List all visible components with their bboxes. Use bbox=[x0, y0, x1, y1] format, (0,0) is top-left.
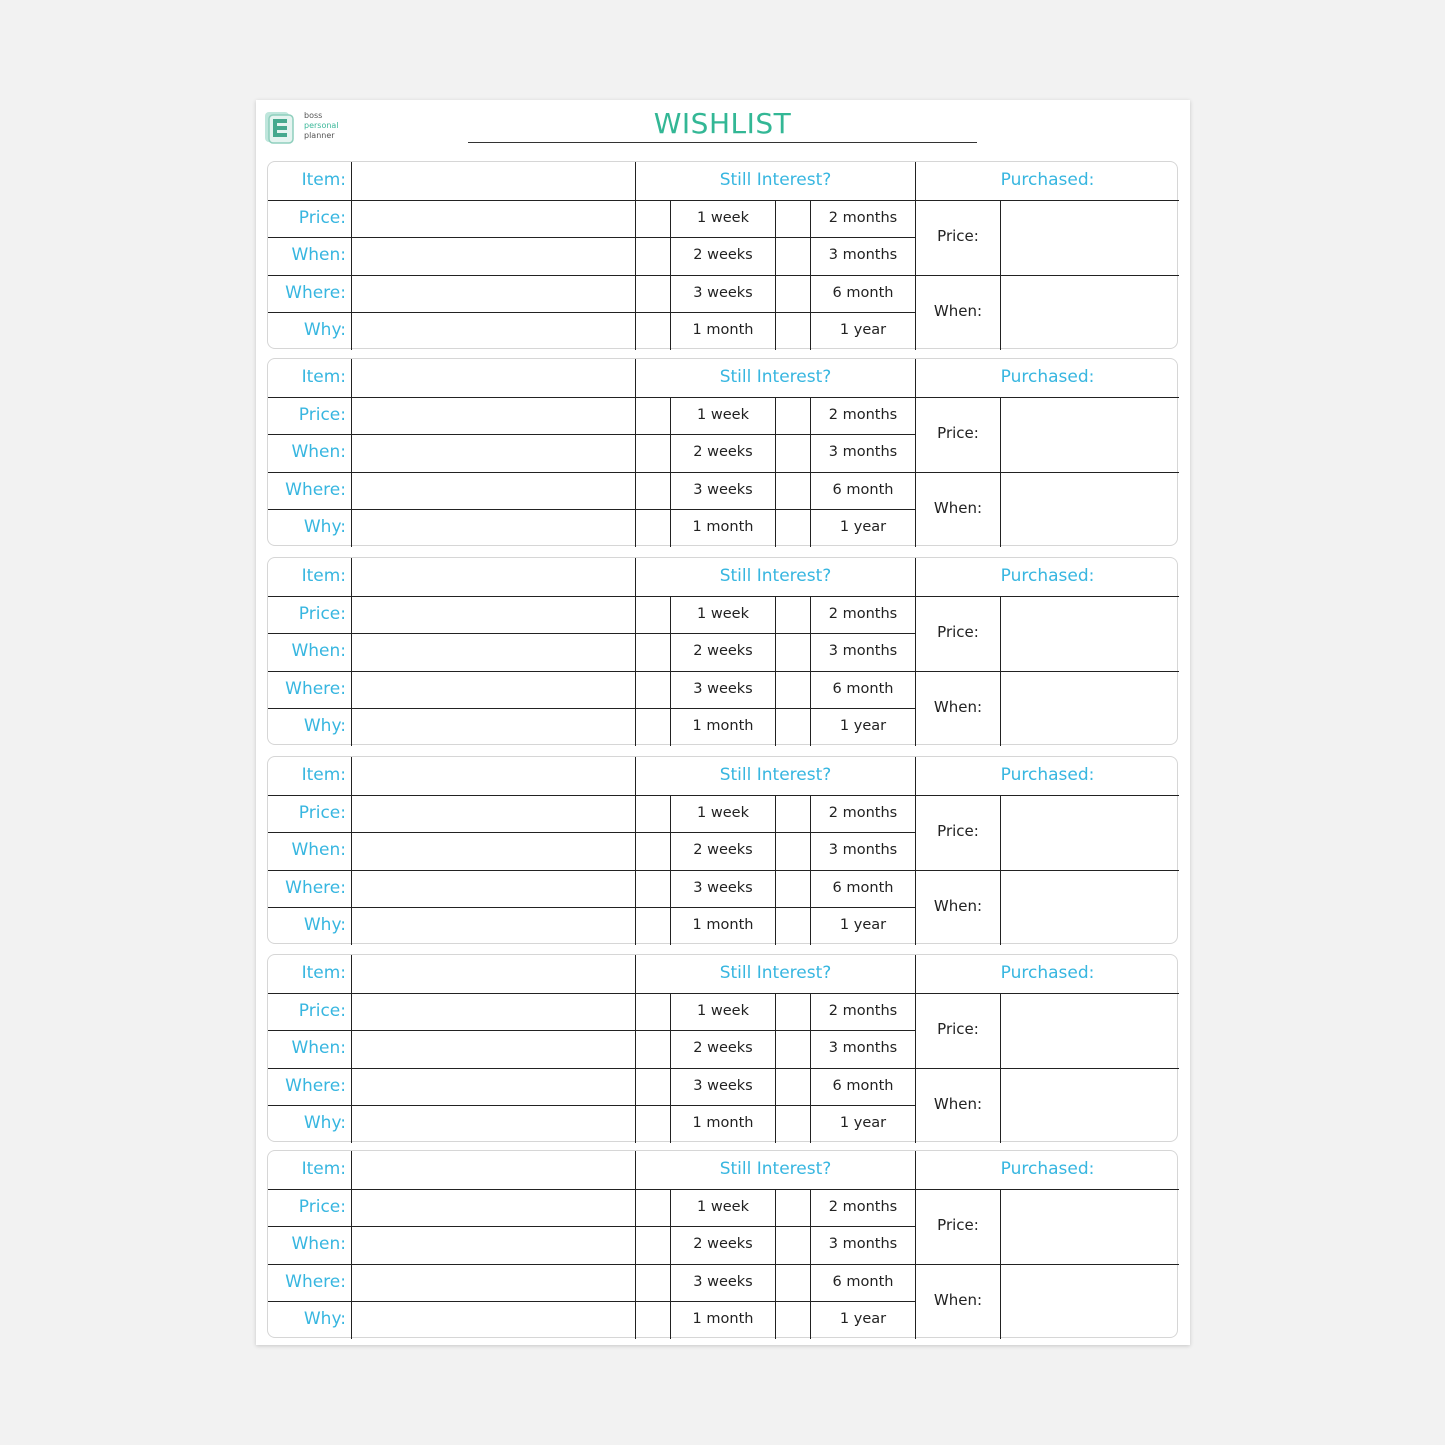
col-divider bbox=[351, 1151, 352, 1339]
label-why: Why: bbox=[303, 1309, 346, 1330]
option-label: 1 month bbox=[692, 718, 754, 735]
why-field[interactable] bbox=[353, 1106, 634, 1142]
option-label: 1 week bbox=[697, 804, 749, 821]
option-label: 1 week bbox=[697, 1198, 749, 1215]
wishlist-entry-6 bbox=[267, 1150, 1178, 1338]
purchased-when-label: When: bbox=[933, 302, 983, 321]
option-label: 2 weeks bbox=[693, 444, 753, 461]
option-label: 6 month bbox=[832, 481, 894, 498]
label-where: Where: bbox=[285, 877, 346, 898]
col-divider bbox=[775, 200, 776, 350]
page-title: WISHLIST bbox=[468, 106, 977, 143]
wishlist-entry-2 bbox=[267, 358, 1178, 546]
col-divider bbox=[1000, 397, 1001, 547]
when-field[interactable] bbox=[353, 634, 634, 670]
checkbox-1-month[interactable] bbox=[637, 313, 669, 349]
when-field[interactable] bbox=[353, 435, 634, 471]
option-label: 1 month bbox=[692, 322, 754, 339]
checkbox-2-months[interactable] bbox=[777, 597, 809, 633]
option-label: 1 month bbox=[692, 1311, 754, 1328]
option-label: 1 month bbox=[692, 1115, 754, 1132]
col-divider bbox=[775, 1189, 776, 1339]
checkbox-6-month[interactable] bbox=[777, 1069, 809, 1105]
brand-wordmark bbox=[304, 111, 339, 141]
checkbox-1-month[interactable] bbox=[637, 510, 669, 546]
still-interest-header: Still Interest? bbox=[719, 170, 832, 190]
when-field[interactable] bbox=[353, 238, 634, 274]
option-label: 1 year bbox=[839, 322, 887, 339]
label-why: Why: bbox=[303, 1113, 346, 1134]
checkbox-1-year[interactable] bbox=[777, 709, 809, 745]
checkbox-2-months[interactable] bbox=[777, 994, 809, 1030]
checkbox-1-month[interactable] bbox=[637, 1106, 669, 1142]
option-label: 3 months bbox=[828, 1040, 898, 1057]
col-divider bbox=[1000, 993, 1001, 1143]
still-interest-header: Still Interest? bbox=[719, 367, 832, 387]
still-interest-header: Still Interest? bbox=[719, 566, 832, 586]
purchased-price-field[interactable] bbox=[1002, 994, 1178, 1067]
option-label: 1 year bbox=[839, 1311, 887, 1328]
col-divider bbox=[775, 397, 776, 547]
option-label: 2 weeks bbox=[693, 1236, 753, 1253]
checkbox-2-months[interactable] bbox=[777, 796, 809, 832]
purchased-when-field[interactable] bbox=[1002, 672, 1178, 745]
option-label: 3 weeks bbox=[693, 284, 753, 301]
option-label: 3 weeks bbox=[693, 481, 753, 498]
option-label: 2 months bbox=[828, 1002, 898, 1019]
label-item: Item: bbox=[301, 566, 346, 586]
price-field[interactable] bbox=[353, 398, 634, 434]
checkbox-3-months[interactable] bbox=[777, 634, 809, 670]
label-item: Item: bbox=[301, 1159, 346, 1179]
checkbox-2-weeks[interactable] bbox=[637, 1031, 669, 1067]
option-label: 2 weeks bbox=[693, 1040, 753, 1057]
when-field[interactable] bbox=[353, 1031, 634, 1067]
label-when: When: bbox=[291, 641, 346, 662]
why-field[interactable] bbox=[353, 313, 634, 349]
col-divider bbox=[635, 558, 636, 746]
label-why: Why: bbox=[303, 716, 346, 737]
label-where: Where: bbox=[285, 1075, 346, 1096]
label-when: When: bbox=[291, 245, 346, 266]
purchased-header: Purchased: bbox=[1000, 566, 1095, 586]
option-label: 3 months bbox=[828, 247, 898, 264]
brand-logo bbox=[264, 110, 364, 146]
label-where: Where: bbox=[285, 282, 346, 303]
still-interest-header: Still Interest? bbox=[719, 963, 832, 983]
where-field[interactable] bbox=[353, 473, 634, 509]
option-label: 3 months bbox=[828, 1236, 898, 1253]
option-label: 2 months bbox=[828, 209, 898, 226]
option-label: 1 year bbox=[839, 519, 887, 536]
option-label: 1 week bbox=[697, 209, 749, 226]
label-price: Price: bbox=[298, 603, 346, 624]
label-price: Price: bbox=[298, 207, 346, 228]
option-label: 3 weeks bbox=[693, 879, 753, 896]
option-label: 2 months bbox=[828, 406, 898, 423]
label-item: Item: bbox=[301, 170, 346, 190]
purchased-when-field[interactable] bbox=[1002, 1265, 1178, 1338]
why-field[interactable] bbox=[353, 709, 634, 745]
option-label: 2 months bbox=[828, 1198, 898, 1215]
checkbox-3-weeks[interactable] bbox=[637, 1069, 669, 1105]
col-divider bbox=[1000, 795, 1001, 945]
purchased-when-field[interactable] bbox=[1002, 276, 1178, 349]
checkbox-6-month[interactable] bbox=[777, 276, 809, 312]
checkbox-1-year[interactable] bbox=[777, 1106, 809, 1142]
option-label: 1 week bbox=[697, 1002, 749, 1019]
option-label: 3 weeks bbox=[693, 1273, 753, 1290]
checkbox-2-weeks[interactable] bbox=[637, 238, 669, 274]
label-when: When: bbox=[291, 1234, 346, 1255]
why-field[interactable] bbox=[353, 510, 634, 546]
option-label: 1 year bbox=[839, 917, 887, 934]
label-where: Where: bbox=[285, 479, 346, 500]
option-label: 1 week bbox=[697, 406, 749, 423]
option-label: 6 month bbox=[832, 680, 894, 697]
wishlist-entry-1 bbox=[267, 161, 1178, 349]
col-divider bbox=[635, 162, 636, 350]
purchased-header: Purchased: bbox=[1000, 367, 1095, 387]
option-label: 2 months bbox=[828, 804, 898, 821]
brand-line-3: planner bbox=[304, 131, 335, 140]
checkbox-1-week[interactable] bbox=[637, 201, 669, 237]
label-why: Why: bbox=[303, 915, 346, 936]
when-field[interactable] bbox=[353, 1227, 634, 1263]
price-field[interactable] bbox=[353, 1190, 634, 1226]
purchased-header: Purchased: bbox=[1000, 170, 1095, 190]
checkbox-3-months[interactable] bbox=[777, 238, 809, 274]
col-divider bbox=[635, 1151, 636, 1339]
label-when: When: bbox=[291, 1038, 346, 1059]
option-label: 3 weeks bbox=[693, 1077, 753, 1094]
purchased-price-label: Price: bbox=[937, 1216, 979, 1235]
col-divider bbox=[635, 955, 636, 1143]
price-field[interactable] bbox=[353, 597, 634, 633]
label-why: Why: bbox=[303, 517, 346, 538]
col-divider bbox=[1000, 1189, 1001, 1339]
planner-logo-icon bbox=[264, 110, 298, 144]
checkbox-1-week[interactable] bbox=[637, 1190, 669, 1226]
item-field[interactable] bbox=[353, 1152, 634, 1188]
col-divider bbox=[351, 558, 352, 746]
col-divider bbox=[775, 993, 776, 1143]
col-divider bbox=[775, 795, 776, 945]
purchased-header: Purchased: bbox=[1000, 963, 1095, 983]
price-field[interactable] bbox=[353, 796, 634, 832]
brand-line-1: boss bbox=[304, 111, 323, 120]
col-divider bbox=[915, 558, 916, 746]
where-field[interactable] bbox=[353, 1069, 634, 1105]
option-label: 1 week bbox=[697, 605, 749, 622]
checkbox-2-months[interactable] bbox=[777, 398, 809, 434]
option-label: 3 weeks bbox=[693, 680, 753, 697]
col-divider bbox=[775, 596, 776, 746]
label-price: Price: bbox=[298, 1196, 346, 1217]
checkbox-1-year[interactable] bbox=[777, 1302, 809, 1338]
option-label: 3 months bbox=[828, 643, 898, 660]
checkbox-1-month[interactable] bbox=[637, 1302, 669, 1338]
option-label: 3 months bbox=[828, 842, 898, 859]
item-field[interactable] bbox=[353, 956, 634, 992]
where-field[interactable] bbox=[353, 276, 634, 312]
col-divider bbox=[351, 162, 352, 350]
checkbox-6-month[interactable] bbox=[777, 473, 809, 509]
checkbox-1-month[interactable] bbox=[637, 908, 669, 944]
checkbox-3-weeks[interactable] bbox=[637, 1265, 669, 1301]
where-field[interactable] bbox=[353, 1265, 634, 1301]
checkbox-3-weeks[interactable] bbox=[637, 672, 669, 708]
purchased-when-label: When: bbox=[933, 499, 983, 518]
purchased-when-label: When: bbox=[933, 1095, 983, 1114]
col-divider bbox=[635, 757, 636, 945]
where-field[interactable] bbox=[353, 871, 634, 907]
option-label: 6 month bbox=[832, 1273, 894, 1290]
why-field[interactable] bbox=[353, 1302, 634, 1338]
checkbox-1-week[interactable] bbox=[637, 994, 669, 1030]
purchased-when-label: When: bbox=[933, 698, 983, 717]
checkbox-3-months[interactable] bbox=[777, 833, 809, 869]
label-where: Where: bbox=[285, 678, 346, 699]
purchased-when-label: When: bbox=[933, 1291, 983, 1310]
col-divider bbox=[915, 1151, 916, 1339]
brand-line-2: personal bbox=[304, 121, 339, 130]
checkbox-1-year[interactable] bbox=[777, 908, 809, 944]
still-interest-header: Still Interest? bbox=[719, 1159, 832, 1179]
option-label: 6 month bbox=[832, 879, 894, 896]
label-price: Price: bbox=[298, 1000, 346, 1021]
why-field[interactable] bbox=[353, 908, 634, 944]
option-label: 3 months bbox=[828, 444, 898, 461]
checkbox-2-months[interactable] bbox=[777, 201, 809, 237]
price-field[interactable] bbox=[353, 994, 634, 1030]
option-label: 6 month bbox=[832, 1077, 894, 1094]
col-divider bbox=[1000, 596, 1001, 746]
checkbox-2-weeks[interactable] bbox=[637, 833, 669, 869]
purchased-price-field[interactable] bbox=[1002, 201, 1178, 274]
label-why: Why: bbox=[303, 320, 346, 341]
purchased-when-field[interactable] bbox=[1002, 871, 1178, 944]
label-when: When: bbox=[291, 840, 346, 861]
label-price: Price: bbox=[298, 802, 346, 823]
option-label: 2 months bbox=[828, 605, 898, 622]
option-label: 2 weeks bbox=[693, 842, 753, 859]
col-divider bbox=[915, 955, 916, 1143]
checkbox-3-months[interactable] bbox=[777, 435, 809, 471]
item-field[interactable] bbox=[353, 559, 634, 595]
checkbox-6-month[interactable] bbox=[777, 672, 809, 708]
purchased-header: Purchased: bbox=[1000, 1159, 1095, 1179]
purchased-price-field[interactable] bbox=[1002, 597, 1178, 670]
col-divider bbox=[351, 955, 352, 1143]
label-item: Item: bbox=[301, 963, 346, 983]
col-divider bbox=[915, 162, 916, 350]
col-divider bbox=[351, 757, 352, 945]
checkbox-2-months[interactable] bbox=[777, 1190, 809, 1226]
col-divider bbox=[1000, 200, 1001, 350]
checkbox-3-weeks[interactable] bbox=[637, 276, 669, 312]
option-label: 6 month bbox=[832, 284, 894, 301]
still-interest-header: Still Interest? bbox=[719, 765, 832, 785]
item-field[interactable] bbox=[353, 758, 634, 794]
checkbox-2-weeks[interactable] bbox=[637, 634, 669, 670]
checkbox-2-weeks[interactable] bbox=[637, 435, 669, 471]
wishlist-entry-4 bbox=[267, 756, 1178, 944]
price-field[interactable] bbox=[353, 201, 634, 237]
purchased-price-label: Price: bbox=[937, 424, 979, 443]
option-label: 2 weeks bbox=[693, 247, 753, 264]
option-label: 1 month bbox=[692, 917, 754, 934]
label-item: Item: bbox=[301, 367, 346, 387]
col-divider bbox=[915, 359, 916, 547]
purchased-when-field[interactable] bbox=[1002, 1069, 1178, 1142]
option-label: 2 weeks bbox=[693, 643, 753, 660]
col-divider bbox=[635, 359, 636, 547]
purchased-price-label: Price: bbox=[937, 623, 979, 642]
label-price: Price: bbox=[298, 404, 346, 425]
purchased-when-field[interactable] bbox=[1002, 473, 1178, 546]
checkbox-1-week[interactable] bbox=[637, 796, 669, 832]
option-label: 1 year bbox=[839, 1115, 887, 1132]
purchased-price-label: Price: bbox=[937, 822, 979, 841]
purchased-price-field[interactable] bbox=[1002, 796, 1178, 869]
checkbox-6-month[interactable] bbox=[777, 871, 809, 907]
wishlist-entry-5 bbox=[267, 954, 1178, 1142]
label-when: When: bbox=[291, 442, 346, 463]
wishlist-sheet bbox=[256, 100, 1190, 1345]
checkbox-1-year[interactable] bbox=[777, 313, 809, 349]
checkbox-3-months[interactable] bbox=[777, 1227, 809, 1263]
option-label: 1 year bbox=[839, 718, 887, 735]
checkbox-1-week[interactable] bbox=[637, 597, 669, 633]
purchased-when-label: When: bbox=[933, 897, 983, 916]
purchased-price-field[interactable] bbox=[1002, 398, 1178, 471]
checkbox-3-weeks[interactable] bbox=[637, 871, 669, 907]
purchased-price-label: Price: bbox=[937, 1020, 979, 1039]
checkbox-1-month[interactable] bbox=[637, 709, 669, 745]
wishlist-entry-3 bbox=[267, 557, 1178, 745]
option-label: 1 month bbox=[692, 519, 754, 536]
purchased-price-label: Price: bbox=[937, 227, 979, 246]
purchased-header: Purchased: bbox=[1000, 765, 1095, 785]
where-field[interactable] bbox=[353, 672, 634, 708]
checkbox-1-year[interactable] bbox=[777, 510, 809, 546]
checkbox-6-month[interactable] bbox=[777, 1265, 809, 1301]
when-field[interactable] bbox=[353, 833, 634, 869]
purchased-price-field[interactable] bbox=[1002, 1190, 1178, 1263]
checkbox-3-weeks[interactable] bbox=[637, 473, 669, 509]
col-divider bbox=[915, 757, 916, 945]
checkbox-1-week[interactable] bbox=[637, 398, 669, 434]
item-field[interactable] bbox=[353, 163, 634, 199]
label-where: Where: bbox=[285, 1271, 346, 1292]
item-field[interactable] bbox=[353, 360, 634, 396]
col-divider bbox=[351, 359, 352, 547]
checkbox-2-weeks[interactable] bbox=[637, 1227, 669, 1263]
label-item: Item: bbox=[301, 765, 346, 785]
checkbox-3-months[interactable] bbox=[777, 1031, 809, 1067]
